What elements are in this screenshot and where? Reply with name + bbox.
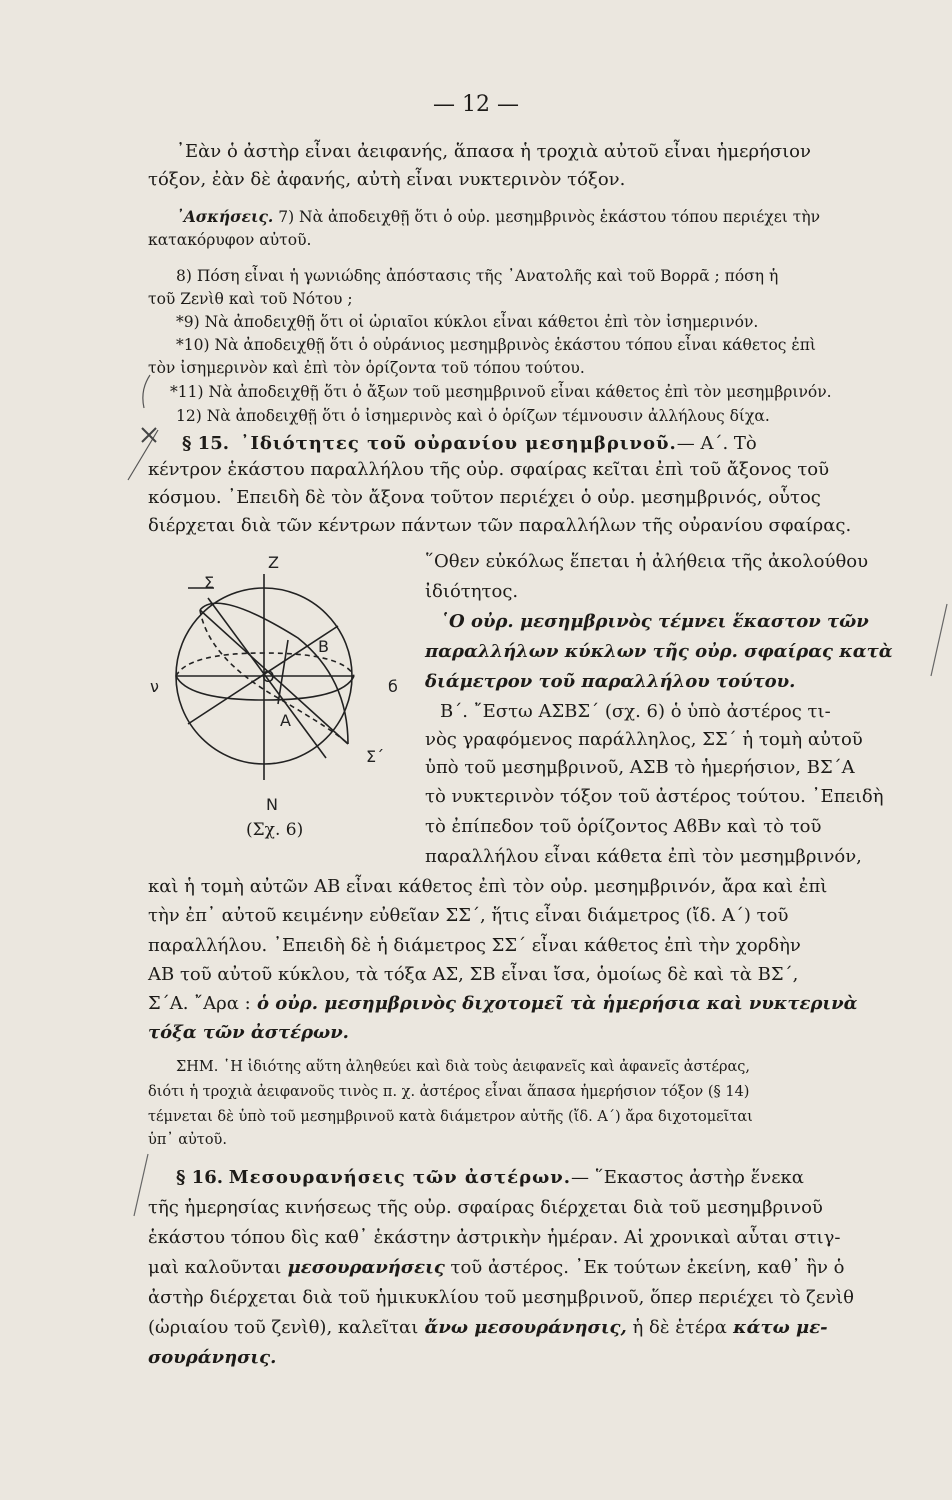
label-beta: б bbox=[388, 677, 398, 696]
text-line: ῞Οθεν εὐκόλως ἕπεται ἡ ἀλήθεια τῆς ἀκολούθου bbox=[425, 551, 869, 572]
label-zenith: Z bbox=[268, 553, 279, 572]
text-line: τόξον, ἐὰν δὲ ἀφανής, αὐτὴ εἶναι νυκτερινὸν τόξον. bbox=[148, 169, 626, 190]
text-line: τὸ νυκτερινὸν τόξον τοῦ ἀστέρος τούτου. ᾿Επειδὴ bbox=[425, 786, 884, 807]
margin-pencil-mark bbox=[120, 370, 160, 490]
label-sigma-prime: Σ΄ bbox=[366, 747, 385, 766]
theorem-text: ὁ οὐρ. μεσημβρινὸς διχοτομεῖ τὰ ἡμερήσια καὶ νυκτερινὰ bbox=[250, 993, 858, 1014]
label-sigma: Σ bbox=[204, 573, 215, 592]
term-lower-culmination: κάτω με- bbox=[726, 1317, 828, 1338]
figure-celestial-sphere bbox=[148, 548, 408, 848]
label-nadir: N bbox=[266, 795, 278, 814]
exercise-line: *10) Νὰ ἀποδειχθῇ ὅτι ὁ οὐράνιος μεσημβρινὸς ἑκάστου τόπου εἶναι κάθετος ἐπὶ bbox=[176, 336, 816, 354]
theorem-line: διάμετρον τοῦ παραλλήλου τούτου. bbox=[425, 671, 796, 692]
section-number: § 16. bbox=[176, 1167, 223, 1188]
text-line: τὸ ἐπίπεδον τοῦ ὁρίζοντος ΑϐΒν καὶ τὸ τοῦ bbox=[425, 816, 822, 837]
text-line: Β΄. ῎Εστω ΑΣΒΣ΄ (σχ. 6) ὁ ὑπὸ ἀστέρος τι- bbox=[440, 701, 831, 722]
exercise-line: 8) Πόση εἶναι ἡ γωνιώδης ἀπόστασις τῆς ᾿Ανατολῆς καὶ τοῦ Βορρᾶ ; πόση ἡ bbox=[176, 267, 779, 285]
text-line: ἰδιότητος. bbox=[425, 581, 519, 602]
text-line: ΑΒ τοῦ αὐτοῦ κύκλου, τὰ τόξα ΑΣ, ΣΒ εἶναι ἴσα, ὁμοίως δὲ καὶ τὰ ΒΣ΄, bbox=[148, 964, 799, 985]
section-heading: § 16. Μεσουρανήσεις τῶν ἀστέρων.— ῞Εκαστος ἀστὴρ ἕνεκα bbox=[176, 1167, 804, 1188]
section-title: Μεσουρανήσεις τῶν ἀστέρων. bbox=[228, 1167, 571, 1188]
note-line: ὑπ᾿ αὐτοῦ. bbox=[148, 1132, 227, 1148]
text-line: τῆς ἡμερησίας κινήσεως τῆς οὐρ. σφαίρας διέρχεται διὰ τοῦ μεσημβρινοῦ bbox=[148, 1197, 823, 1218]
text-line: καὶ ἡ τομὴ αὐτῶν ΑΒ εἶναι κάθετος ἐπὶ τὸν οὐρ. μεσημβρινόν, ἄρα καὶ ἐπὶ bbox=[148, 876, 828, 897]
label-a: A bbox=[280, 711, 291, 730]
text-line: νὸς γραφόμενος παράλληλος, ΣΣ΄ ἡ τομὴ αὐτοῦ bbox=[425, 729, 863, 750]
text-line: ὑπὸ τοῦ μεσημβρινοῦ, ΑΣΒ τὸ ἡμερήσιον, ΒΣ΄Α bbox=[425, 757, 855, 778]
text-line: ἑκάστου τόπου δὶς καθ᾿ ἑκάστην ἀστρικὴν ἡμέραν. Αἱ χρονικαὶ αὗται στιγ- bbox=[148, 1227, 841, 1248]
page-number: — 12 — bbox=[433, 92, 519, 117]
margin-pencil-mark bbox=[925, 600, 951, 680]
term-lower-culmination-end: σουράνησις. bbox=[148, 1347, 277, 1368]
theorem-line: ῾Ο οὐρ. μεσημβρινὸς τέμνει ἕκαστον τῶν bbox=[440, 611, 869, 632]
margin-pencil-mark bbox=[128, 1150, 152, 1220]
note-line: διότι ἡ τροχιὰ ἀειφανοῦς τινὸς π. χ. ἀστέρος εἶναι ἅπασα ἡμερήσιον τόξον (§ 14) bbox=[148, 1084, 750, 1100]
note-line: τέμνεται δὲ ὑπὸ τοῦ μεσημβρινοῦ κατὰ διάμετρον αὐτῆς (ἴδ. Α΄) ἄρα διχοτομεῖται bbox=[148, 1109, 753, 1125]
text-line: κέντρον ἑκάστου παραλλήλου τῆς οὐρ. σφαίρας κεῖται ἐπὶ τοῦ ἄξονος τοῦ bbox=[148, 459, 830, 480]
sphere-diagram bbox=[148, 548, 408, 848]
note-line: ΣΗΜ. ῾Η ἰδιότης αὕτη ἀληθεύει καὶ διὰ τοὺς ἀειφανεῖς καὶ ἀφανεῖς ἀστέρας, bbox=[176, 1059, 751, 1075]
figure-caption: (Σχ. 6) bbox=[246, 820, 304, 840]
text-line: τὴν ἐπ᾿ αὐτοῦ κειμένην εὐθεῖαν ΣΣ΄, ἥτις εἶναι διάμετρος (ἴδ. Α΄) τοῦ bbox=[148, 905, 789, 926]
exercise-line: κατακόρυφον αὐτοῦ. bbox=[148, 231, 312, 249]
text-line: κόσμου. ᾿Επειδὴ δὲ τὸν ἄξονα τοῦτον περιέχει ὁ οὐρ. μεσημβρινός, οὗτος bbox=[148, 487, 821, 508]
exercise-line: 12) Νὰ ἀποδειχθῇ ὅτι ὁ ἰσημερινὸς καὶ ὁ ὁρίζων τέμνουσιν ἀλλήλους δίχα. bbox=[176, 407, 770, 425]
label-nu: ν bbox=[150, 677, 159, 696]
exercise-line: ᾿Ασκήσεις. 7) Νὰ ἀποδειχθῇ ὅτι ὁ οὐρ. μεσημβρινὸς ἑκάστου τόπου περιέχει τὴν bbox=[176, 207, 821, 226]
text-line: παραλλήλου εἶναι κάθετα ἐπὶ τὸν μεσημβρινόν, bbox=[425, 846, 862, 867]
text-line: ἀστὴρ διέρχεται διὰ τοῦ ἡμικυκλίου τοῦ μεσημβρινοῦ, ὅπερ περιέχει τὸ ζενὶθ bbox=[148, 1287, 854, 1308]
label-b: B bbox=[318, 637, 329, 656]
text-line: (ὡριαίου τοῦ ζενὶθ), καλεῖται ἄνω μεσουράνησις, ἡ δὲ ἑτέρα κάτω με- bbox=[148, 1317, 828, 1338]
section-number: § 15. bbox=[182, 433, 229, 454]
exercise-line: *11) Νὰ ἀποδειχθῇ ὅτι ὁ ἄξων τοῦ μεσημβρινοῦ εἶναι κάθετος ἐπὶ τὸν μεσημβρινόν. bbox=[170, 383, 832, 401]
text-line: παραλλήλου. ᾿Επειδὴ δὲ ἡ διάμετρος ΣΣ΄ εἶναι κάθετος ἐπὶ τὴν χορδὴν bbox=[148, 935, 801, 956]
section-title: ᾿Ιδιότητες τοῦ οὐρανίου μεσημβρινοῦ. bbox=[240, 433, 677, 454]
theorem-text: τόξα τῶν ἀστέρων. bbox=[148, 1022, 349, 1043]
exercise-line: τὸν ἰσημερινὸν καὶ ἐπὶ τὸν ὁρίζοντα τοῦ τόπου τούτου. bbox=[148, 359, 585, 377]
label-o: O bbox=[262, 667, 275, 686]
section-heading: § 15. ᾿Ιδιότητες τοῦ οὐρανίου μεσημβρινοῦ.— Α΄. Τὸ bbox=[182, 433, 757, 454]
text-line: μαὶ καλοῦνται μεσουρανήσεις τοῦ ἀστέρος. ᾿Εκ τούτων ἐκείνη, καθ᾿ ἣν ὁ bbox=[148, 1257, 845, 1278]
term-mesouraniseis: μεσουρανήσεις bbox=[281, 1257, 445, 1278]
exercises-label: ᾿Ασκήσεις. bbox=[176, 207, 274, 226]
text-line: ᾿Εὰν ὁ ἀστὴρ εἶναι ἀειφανής, ἅπασα ἡ τροχιὰ αὐτοῦ εἶναι ἡμερήσιον bbox=[176, 141, 811, 162]
text-line: διέρχεται διὰ τῶν κέντρων πάντων τῶν παραλλήλων τῆς οὐρανίου σφαίρας. bbox=[148, 515, 852, 536]
exercise-line: τοῦ Ζενὶθ καὶ τοῦ Νότου ; bbox=[148, 290, 353, 308]
exercise-line: *9) Νὰ ἀποδειχθῇ ὅτι οἱ ὡριαῖοι κύκλοι εἶναι κάθετοι ἐπὶ τὸν ἰσημερινόν. bbox=[176, 313, 759, 331]
chord-ab bbox=[278, 640, 288, 704]
term-upper-culmination: ἄνω μεσουράνησις, bbox=[418, 1317, 627, 1338]
theorem-line: παραλλήλων κύκλων τῆς οὐρ. σφαίρας κατὰ bbox=[425, 641, 893, 662]
text-line: Σ΄Α. ῎Αρα : ὁ οὐρ. μεσημβρινὸς διχοτομεῖ τὰ ἡμερήσια καὶ νυκτερινὰ bbox=[148, 993, 858, 1014]
